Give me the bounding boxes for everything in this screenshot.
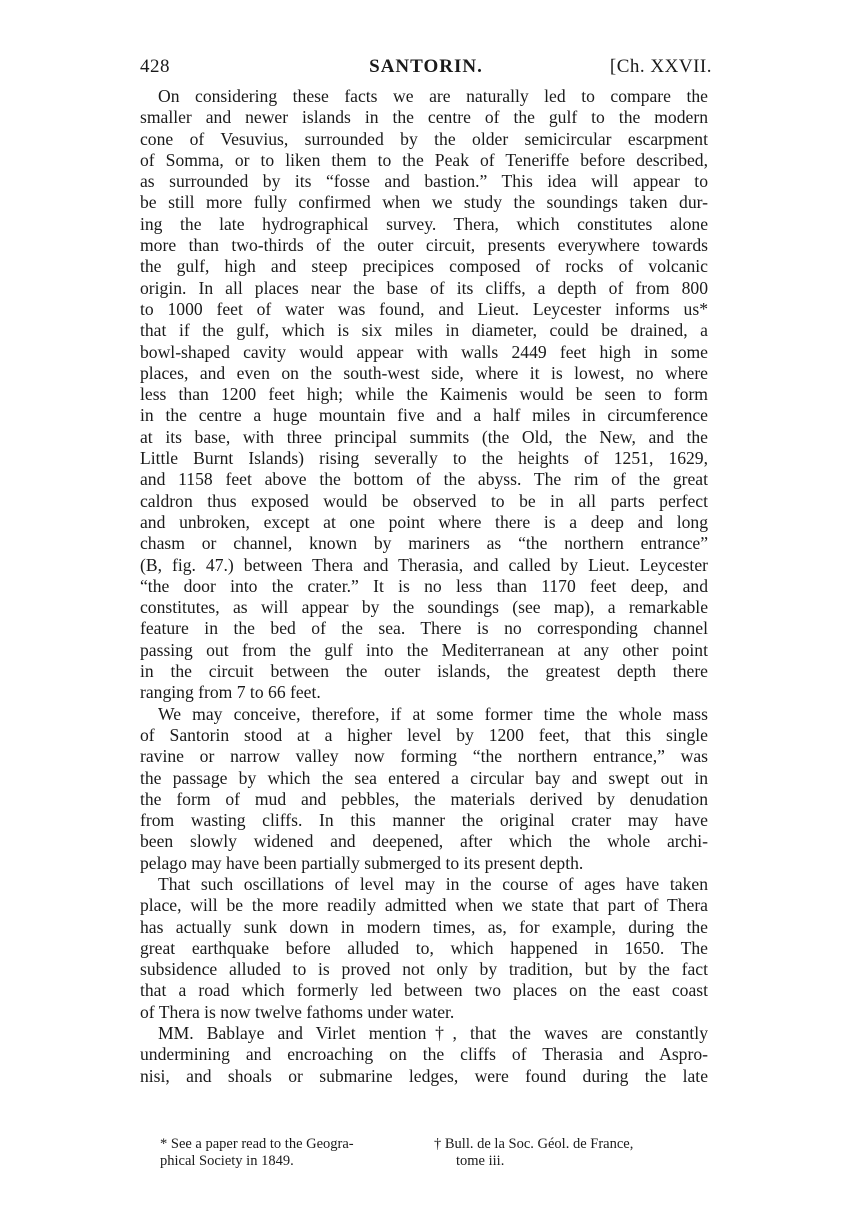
text-line: of Thera is now twelve fathoms under water. xyxy=(140,1001,455,1022)
footnote-star xyxy=(160,1136,430,1170)
text-line: to 1000 feet of water was found, and Lieut. Leycester informs us* xyxy=(140,298,708,319)
text-line: constitutes, as will appear by the soundings (see map), a remarkable xyxy=(140,597,708,618)
text-line: less than 1200 feet high; while the Kaimenis would be seen to form xyxy=(140,384,708,405)
text-line: Little Burnt Islands) rising severally to the heights of 1251, 1629, xyxy=(140,448,708,469)
text-line: bowl-shaped cavity would appear with walls 2449 feet high in some xyxy=(140,341,708,362)
text-line: been slowly widened and deepened, after which the whole archi- xyxy=(140,831,708,852)
text-line: of Somma, or to liken them to the Peak of Teneriffe before described, xyxy=(140,149,708,170)
text-line: and 1158 feet above the bottom of the abyss. The rim of the great xyxy=(140,469,708,490)
text-line: more than two-thirds of the outer circuit, presents everywhere towards xyxy=(140,235,708,256)
body-text xyxy=(140,86,708,1087)
page-number: 428 xyxy=(140,56,170,77)
running-header xyxy=(140,56,712,82)
footnote-line: † Bull. de la Soc. Géol. de France, xyxy=(434,1136,634,1152)
text-line: from wasting cliffs. In this manner the original crater may have xyxy=(140,810,708,831)
text-line: subsidence alluded to is proved not only by tradition, but by the fact xyxy=(140,959,708,980)
text-line: of Santorin stood at a higher level by 1200 feet, that this single xyxy=(140,724,708,745)
text-line: the passage by which the sea entered a circular bay and swept out in xyxy=(140,767,708,788)
text-line: and unbroken, except at one point where there is a deep and long xyxy=(140,511,708,532)
text-line: ranging from 7 to 66 feet. xyxy=(140,682,321,703)
text-line: the gulf, high and steep precipices composed of rocks of volcanic xyxy=(140,256,708,277)
text-line: at its base, with three principal summits (the Old, the New, and the xyxy=(140,426,708,447)
text-line: in the centre a huge mountain five and a half miles in circumference xyxy=(140,405,708,426)
text-line: be still more fully confirmed when we study the soundings taken dur- xyxy=(140,192,708,213)
text-line: caldron thus exposed would be observed to be in all parts perfect xyxy=(140,490,708,511)
text-line: that if the gulf, which is six miles in diameter, could be drained, a xyxy=(140,320,708,341)
text-line: places, and even on the south-west side, where it is lowest, no where xyxy=(140,362,708,383)
text-line: ing the late hydrographical survey. Thera, which constitutes alone xyxy=(140,213,708,234)
footnotes xyxy=(160,1136,712,1180)
chapter-label: [Ch. XXVII. xyxy=(609,56,712,77)
text-line: as surrounded by its “fosse and bastion.” This idea will appear to xyxy=(140,171,708,192)
running-title: SANTORIN. xyxy=(369,56,483,77)
text-line: That such oscillations of level may in the course of ages have taken xyxy=(158,873,708,894)
footnote-line: phical Society in 1849. xyxy=(160,1153,294,1169)
text-line: passing out from the gulf into the Mediterranean at any other point xyxy=(140,639,708,660)
footnote-line: * See a paper read to the Geogra- xyxy=(160,1136,354,1152)
text-line: smaller and newer islands in the centre of the gulf to the modern xyxy=(140,107,708,128)
text-line: (B, fig. 47.) between Thera and Therasia, and called by Lieut. Leycester xyxy=(140,554,708,575)
text-line: the form of mud and pebbles, the materials derived by denudation xyxy=(140,788,708,809)
text-line: cone of Vesuvius, surrounded by the older semicircular escarpment xyxy=(140,128,708,149)
text-line: pelago may have been partially submerged to its present depth. xyxy=(140,852,584,873)
text-line: “the door into the crater.” It is no less than 1170 feet deep, and xyxy=(140,575,708,596)
text-line: has actually sunk down in modern times, as, for example, during the xyxy=(140,916,708,937)
footnote-dagger xyxy=(434,1136,712,1170)
footnote-line: tome iii. xyxy=(456,1153,505,1169)
text-line: place, will be the more readily admitted when we state that part of Thera xyxy=(140,895,708,916)
text-line: in the circuit between the outer islands, the greatest depth there xyxy=(140,661,708,682)
text-line: great earthquake before alluded to, which happened in 1650. The xyxy=(140,937,708,958)
text-line: origin. In all places near the base of its cliffs, a depth of from 800 xyxy=(140,277,708,298)
text-line: We may conceive, therefore, if at some former time the whole mass xyxy=(158,703,708,724)
text-line: On considering these facts we are naturally led to compare the xyxy=(158,86,708,106)
text-line: ravine or narrow valley now forming “the northern entrance,” was xyxy=(140,746,708,767)
text-line: chasm or channel, known by mariners as “the northern entrance” xyxy=(140,533,708,554)
text-line: MM. Bablaye and Virlet mention†, that the waves are constantly xyxy=(158,1023,708,1044)
text-line: undermining and encroaching on the cliffs of Therasia and Aspro- xyxy=(140,1044,708,1065)
text-line: that a road which formerly led between two places on the east coast xyxy=(140,980,708,1001)
text-line: nisi, and shoals or submarine ledges, were found during the late xyxy=(140,1065,708,1086)
text-line: feature in the bed of the sea. There is no corresponding channel xyxy=(140,618,708,639)
